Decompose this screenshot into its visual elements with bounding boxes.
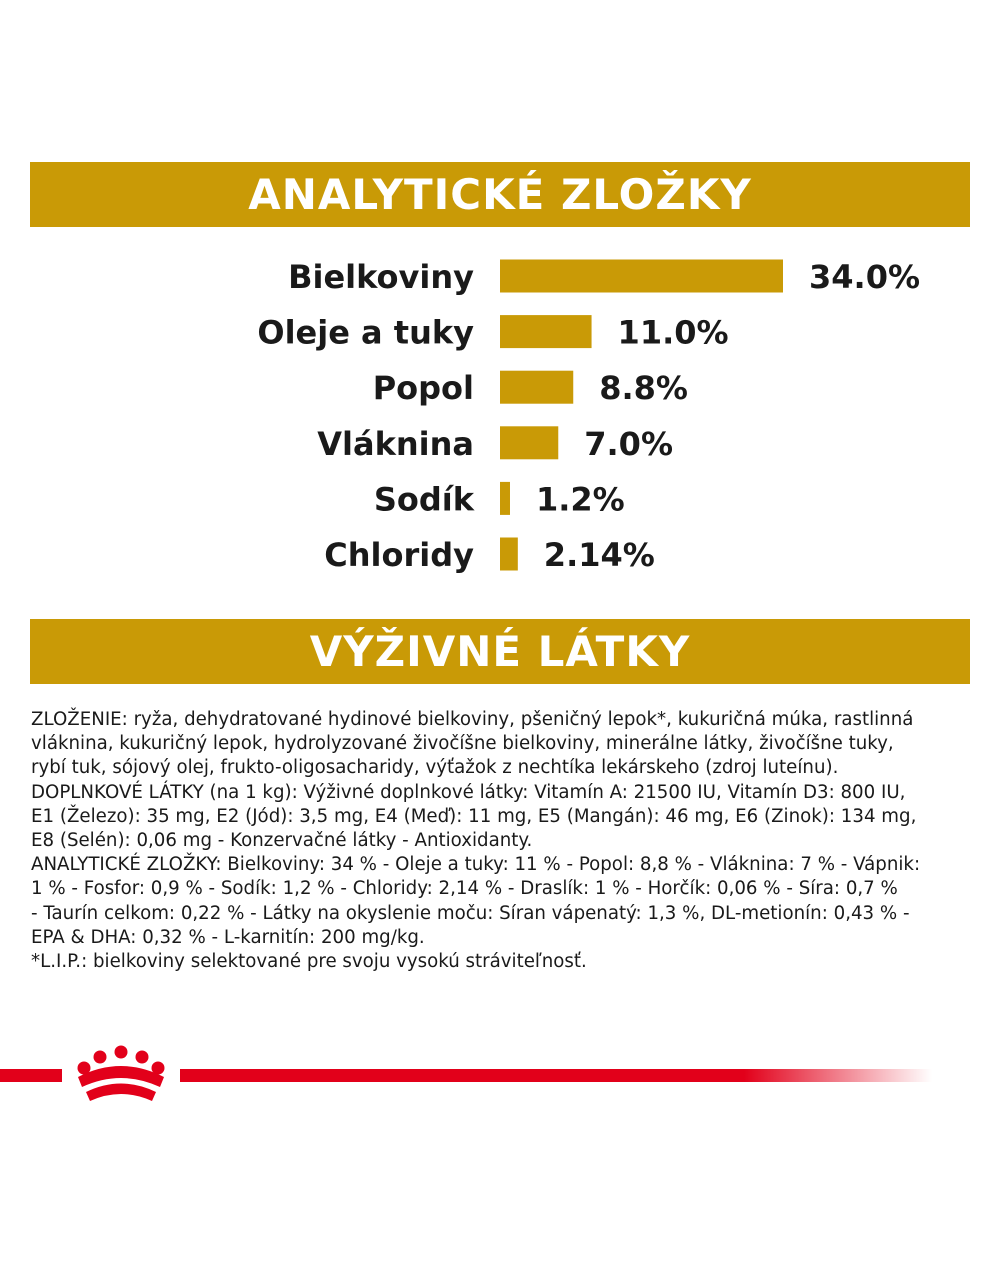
composition-line: E1 (Železo): 35 mg, E2 (Jód): 3,5 mg, E4 (Meď): 11 mg, E5 (Mangán): 46 mg, E6 (Zinok): 134 mg, [31,805,917,827]
value-label: 2.14% [543,536,655,574]
nutrients-title: VÝŽIVNÉ LÁTKY [309,627,691,676]
category-label: Chloridy [324,536,474,574]
composition-line: DOPLNKOVÉ LÁTKY (na 1 kg): Výživné doplnkové látky: Vitamín A: 21500 IU, Vitamín D3: 800 IU, [31,781,906,803]
composition-line: *L.I.P.: bielkoviny selektované pre svoju vysokú stráviteľnosť. [31,951,587,973]
value-label: 8.8% [599,369,688,408]
analytical-components-chart [0,240,1000,600]
composition-text [31,708,971,974]
bar [500,315,592,348]
composition-line: EPA & DHA: 0,32 % - L-karnitín: 200 mg/kg. [31,926,425,948]
value-label: 11.0% [617,313,729,352]
bar [500,538,518,571]
brand-stripe-left [0,1069,62,1082]
analytical-components-header [30,162,970,227]
crown-logo-icon [78,1046,165,1102]
value-label: 1.2% [535,480,625,519]
brand-stripe-right [180,1069,932,1082]
nutrients-header [30,619,970,684]
composition-line: 1 % - Fosfor: 0,9 % - Sodík: 1,2 % - Chloridy: 2,14 % - Draslík: 1 % - Horčík: 0,06 % - Síra: 0,7 % [31,878,898,900]
category-label: Bielkoviny [288,258,474,296]
bar [500,482,510,515]
composition-line: rybí tuk, sójový olej, frukto-oligosacharidy, výťažok z nechtíka lekárskeho (zdroj luteínu). [31,757,839,779]
category-label: Vláknina [317,424,474,463]
analytical-components-title: ANALYTICKÉ ZLOŽKY [248,170,752,219]
composition-line: E8 (Selén): 0,06 mg - Konzervačné látky - Antioxidanty. [31,830,533,852]
category-label: Sodík [373,480,474,519]
brand-footer [0,1035,1000,1115]
bar [500,426,558,459]
category-label: Popol [372,369,474,408]
bar [500,260,783,293]
category-label: Oleje a tuky [257,313,474,352]
composition-line: - Taurín celkom: 0,22 % - Látky na okyslenie moču: Síran vápenatý: 1,3 %, DL-metionín: 0,43 % - [31,902,910,924]
value-label: 34.0% [809,258,921,296]
bar [500,371,573,404]
composition-line: vláknina, kukuričný lepok, hydrolyzované živočíšne bielkoviny, minerálne látky, živočíšne tuky, [31,733,894,755]
value-label: 7.0% [584,424,674,463]
composition-line: ZLOŽENIE: ryža, dehydratované hydinové bielkoviny, pšeničný lepok*, kukuričná múka, rastlinná [31,709,914,730]
composition-line: ANALYTICKÉ ZLOŽKY: Bielkoviny: 34 % - Oleje a tuky: 11 % - Popol: 8,8 % - Vláknina: 7 % - Vápnik: [31,854,921,876]
